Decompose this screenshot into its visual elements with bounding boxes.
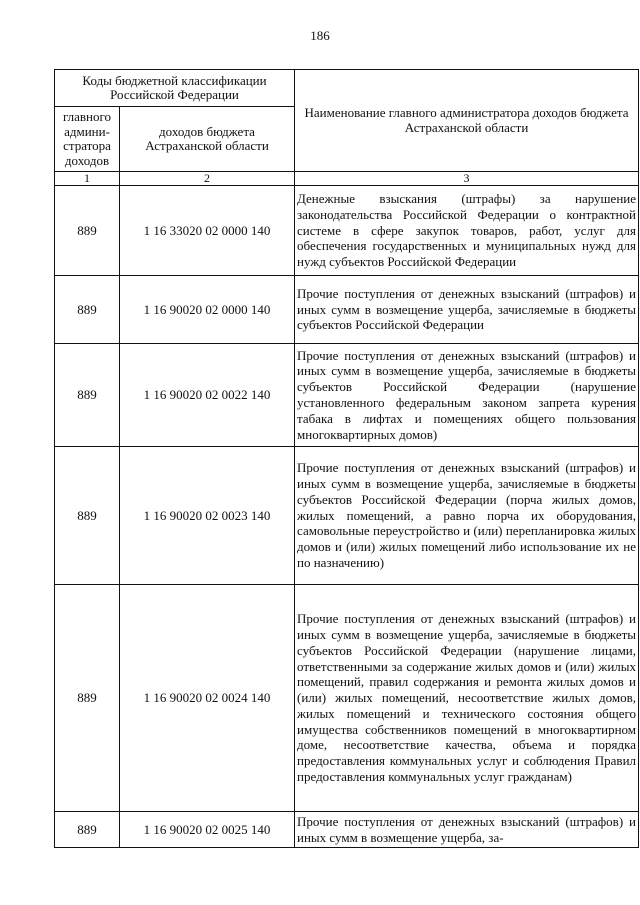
table-row xyxy=(55,585,639,812)
admin-code-cell: 889 xyxy=(55,186,120,276)
income-code-cell: 1 16 90020 02 0023 140 xyxy=(120,447,295,585)
column-number: 3 xyxy=(295,172,639,186)
table-row xyxy=(55,344,639,447)
admin-code-cell: 889 xyxy=(55,276,120,344)
admin-code-cell: 889 xyxy=(55,447,120,585)
income-code-cell: 1 16 90020 02 0024 140 xyxy=(120,585,295,812)
admin-code-cell: 889 xyxy=(55,585,120,812)
header-col-admin: главного админи-стратора доходов xyxy=(55,107,120,172)
column-number: 2 xyxy=(120,172,295,186)
table-row xyxy=(55,186,639,276)
description-cell: Прочие поступления от денежных взысканий (штрафов) и иных сумм в возмещение ущерба, за- xyxy=(295,812,639,848)
admin-code-cell: 889 xyxy=(55,344,120,447)
column-number: 1 xyxy=(55,172,120,186)
header-col-code: доходов бюджета Астраханской области xyxy=(120,107,295,172)
income-code-cell: 1 16 90020 02 0000 140 xyxy=(120,276,295,344)
description-cell: Прочие поступления от денежных взысканий (штрафов) и иных сумм в возмещение ущерба, зачисляемые в бюджеты субъектов Российской Федерации (порча жилых домов, жилых помещений, а равно порча их оборудования, самовольные переустройство и (или) перепланировка жилых домов и (или) жилых помещений либо использование их не по назначению) xyxy=(295,447,639,585)
income-code-cell: 1 16 90020 02 0025 140 xyxy=(120,812,295,848)
description-cell: Прочие поступления от денежных взысканий (штрафов) и иных сумм в возмещение ущерба, зачисляемые в бюджеты субъектов Российской Федерации (нарушение лицами, ответственными за содержание жилых домов и (или) жилых помещений, правил содержания и ремонта жилых домов и (или) жилых помещений, несоответствие жилых домов, жилых помещений и технического состояния общего имущества собственников помещений в многоквартирном доме, несоответствие качества, объема и порядка предоставления коммунальных услуг и соблюдения Правил предоставления коммунальных услуг гражданам) xyxy=(295,585,639,812)
description-cell: Денежные взыскания (штрафы) за нарушение законодательства Российской Федерации о контрактной системе в сфере закупок товаров, работ, услуг для обеспечения государственных и муниципальных нужд для нужд субъектов Российской Федерации xyxy=(295,186,639,276)
header-col-name: Наименование главного администратора доходов бюджета Астраханской области xyxy=(295,70,639,172)
header-row-top xyxy=(55,70,639,107)
header-group-title: Коды бюджетной классификации Российской Федерации xyxy=(55,70,295,107)
page-number: 186 xyxy=(310,28,330,43)
table-row xyxy=(55,812,639,848)
admin-code-cell: 889 xyxy=(55,812,120,848)
budget-classification-table xyxy=(54,69,639,848)
table-row xyxy=(55,447,639,585)
column-number-row xyxy=(55,172,639,186)
description-cell: Прочие поступления от денежных взысканий (штрафов) и иных сумм в возмещение ущерба, зачисляемые в бюджеты субъектов Российской Федерации xyxy=(295,276,639,344)
income-code-cell: 1 16 90020 02 0022 140 xyxy=(120,344,295,447)
description-cell: Прочие поступления от денежных взысканий (штрафов) и иных сумм в возмещение ущерба, зачисляемые в бюджеты субъектов Российской Федерации (нарушение установленного федеральным законом запрета курения табака в лифтах и помещениях общего пользования многоквартирных домов) xyxy=(295,344,639,447)
table-row xyxy=(55,276,639,344)
income-code-cell: 1 16 33020 02 0000 140 xyxy=(120,186,295,276)
